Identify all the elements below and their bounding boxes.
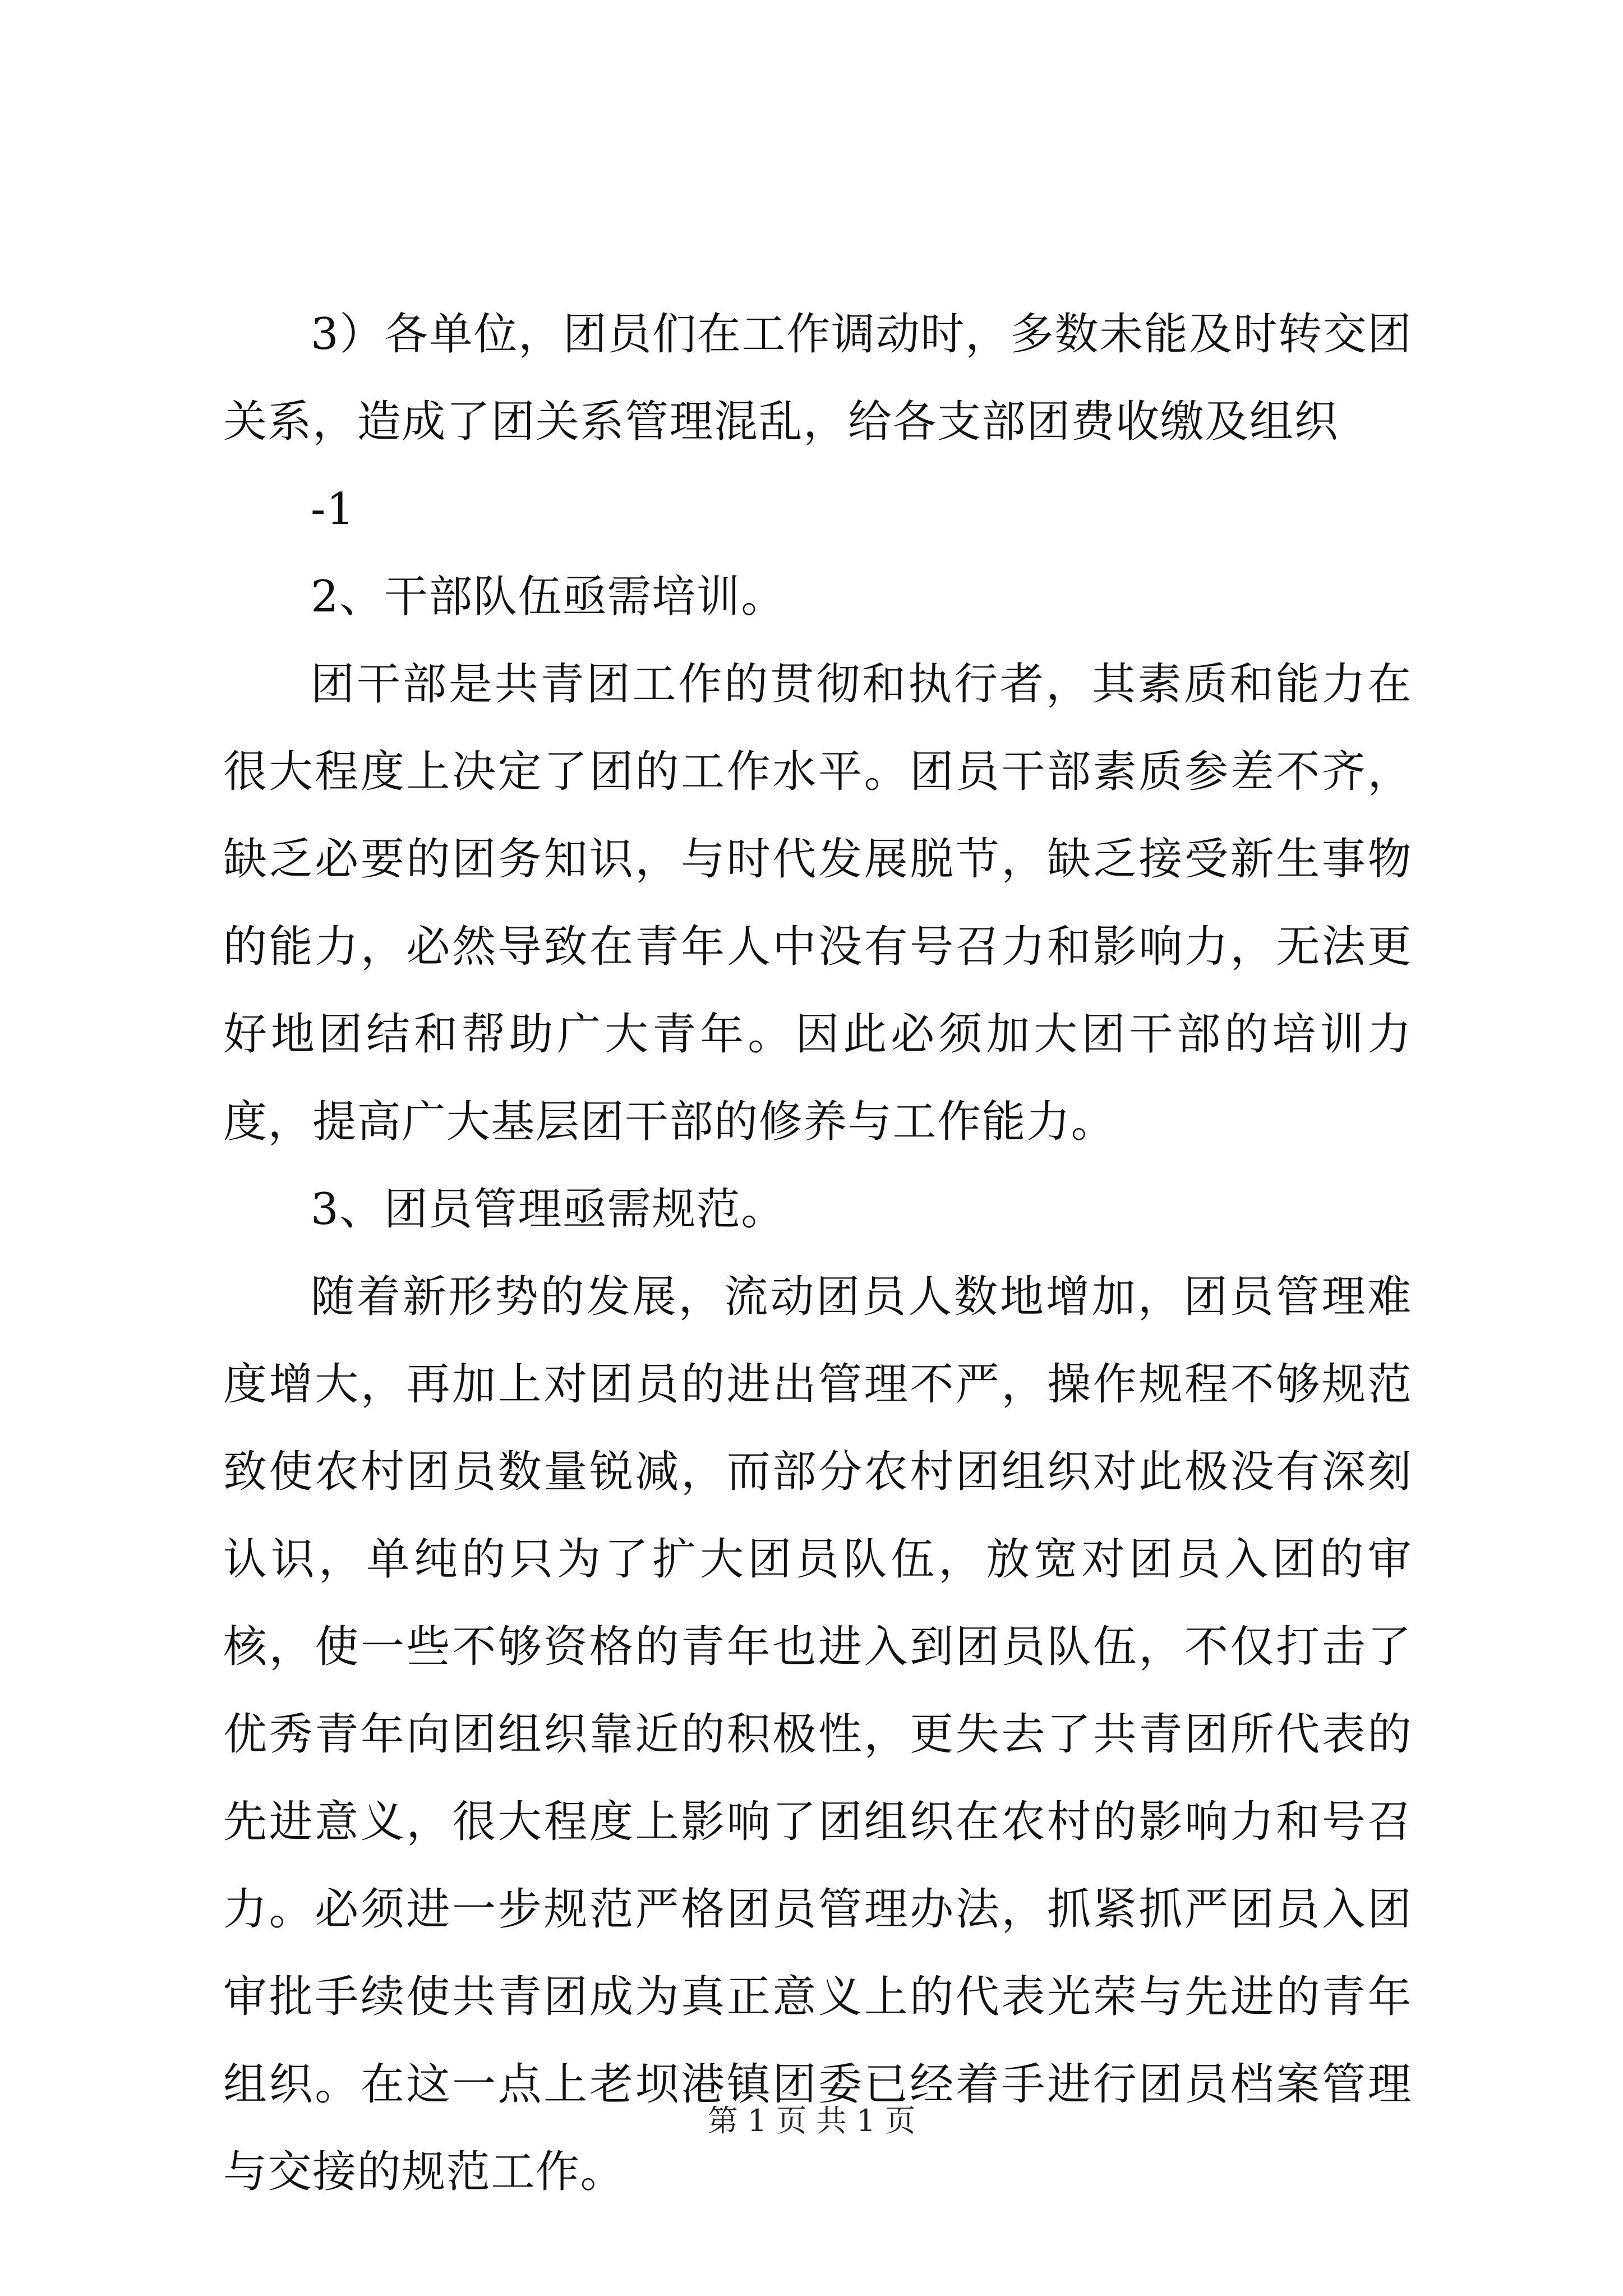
paragraph-cadre-training: 团干部是共青团工作的贯彻和执行者，其素质和能力在很大程度上决定了团的工作水平。团员干部素质参差不齐，缺乏必要的团务知识，与时代发展脱节，缺乏接受新生事物的能力，必然导致在青年人中没有号召力和影响力，无法更好地团结和帮助广大青年。因此必须加大团干部的培训力度，提高广大基层团干部的修养与工作能力。 — [223, 659, 1412, 1147]
paragraph-fragment: -1 — [311, 484, 356, 535]
page-footer: 第 1 页 共 1 页 — [707, 2103, 916, 2138]
paragraph-member-management: 随着新形势的发展，流动团员人数地增加，团员管理难度增大，再加上对团员的进出管理不严，操作规程不够规范致使农村团员数量锐减，而部分农村团组织对此极没有深刻认识，单纯的只为了扩大团员队伍，放宽对团员入团的审核，使一些不够资格的青年也进入到团员队伍，不仅打击了优秀青年向团组织靠近的积极性，更失去了共青团所代表的先进意义，很大程度上影响了团组织在农村的影响力和号召力。必须进一步规范严格团员管理办法，抓紧抓严团员入团审批手续使共青团成为真正意义上的代表光荣与先进的青年组织。在这一点上老坝港镇团委已经着手进行团员档案管理与交接的规范工作。 — [223, 1272, 1412, 2197]
paragraph-transfer-issue: 3）各单位，团员们在工作调动时，多数未能及时转交团关系，造成了团关系管理混乱，给各支部团费收缴及组织 — [223, 309, 1412, 447]
document-body — [223, 291, 1412, 2216]
heading-member-management: 3、团员管理亟需规范。 — [311, 1184, 786, 1235]
heading-cadre-training: 2、干部队伍亟需培训。 — [311, 572, 786, 622]
